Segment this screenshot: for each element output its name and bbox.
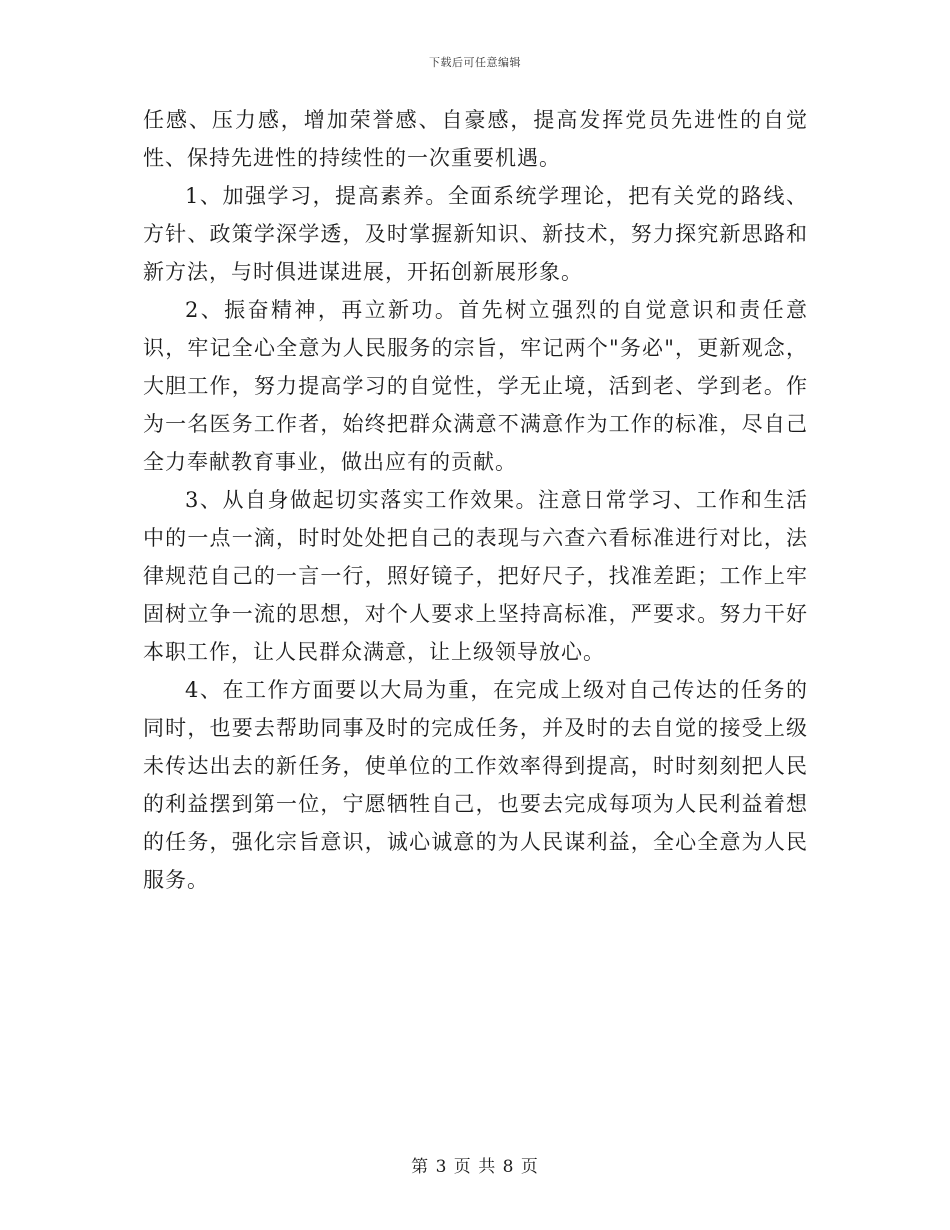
- paragraph-item-1: 1、加强学习，提高素养。全面系统学理论，把有关党的路线、方针、政策学深学透，及时掌握新知识、新技术，努力探究新思路和新方法，与时俱进谋进展，开拓创新展形象。: [143, 184, 808, 284]
- page-number: 第 3 页 共 8 页: [411, 1157, 539, 1177]
- page-header: 下载后可任意编辑: [429, 56, 521, 69]
- paragraph-item-2: 2、振奋精神，再立新功。首先树立强烈的自觉意识和责任意识，牢记全心全意为人民服务的宗旨，牢记两个"务必"，更新观念，大胆工作，努力提高学习的自觉性，学无止境，活到老、学到老。作为一名医务工作者，始终把群众满意不满意作为工作的标准，尽自己全力奉献教育事业，做出应有的贡献。: [143, 298, 808, 474]
- paragraph-item-4: 4、在工作方面要以大局为重，在完成上级对自己传达的任务的同时，也要去帮助同事及时的完成任务，并及时的去自觉的接受上级未传达出去的新任务，使单位的工作效率得到提高，时时刻刻把人民的利益摆到第一位，宁愿牺牲自己，也要去完成每项为人民利益着想的任务，强化宗旨意识，诚心诚意的为人民谋利益，全心全意为人民服务。: [143, 678, 808, 892]
- paragraph-continuation: 任感、压力感，增加荣誉感、自豪感，提高发挥党员先进性的自觉性、保持先进性的持续性的一次重要机遇。: [143, 108, 808, 170]
- document-body: [143, 101, 808, 899]
- paragraph-item-3: 3、从自身做起切实落实工作效果。注意日常学习、工作和生活中的一点一滴，时时处处把自己的表现与六查六看标准进行对比，法律规范自己的一言一行，照好镜子，把好尺子，找准差距；工作上牢固树立争一流的思想，对个人要求上坚持高标准，严要求。努力干好本职工作，让人民群众满意，让上级领导放心。: [143, 488, 808, 664]
